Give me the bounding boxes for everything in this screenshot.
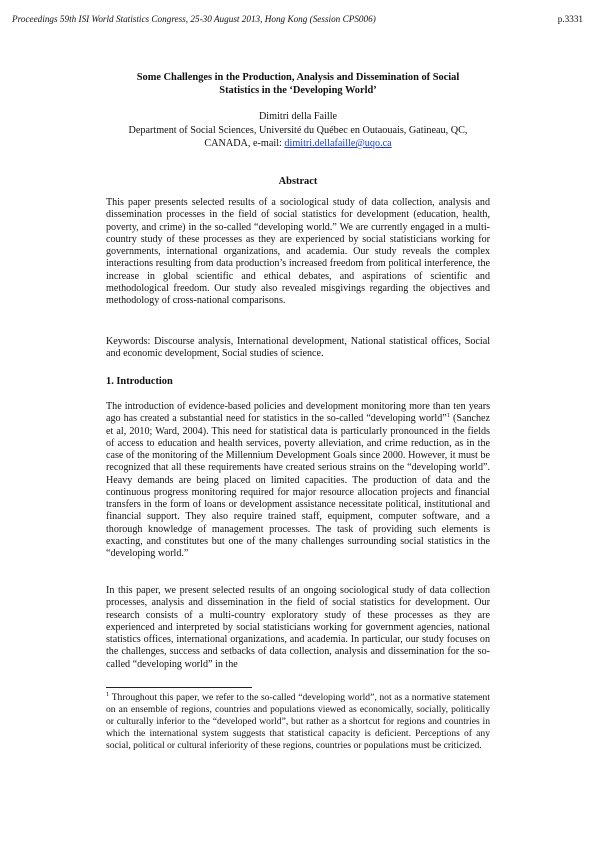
intro-p1-part1: The introduction of evidence-based policies and development monitoring more than ten years ago has created a substantial need for statistics in the so-called “developing world” xyxy=(106,401,490,425)
keywords: Keywords: Discourse analysis, International development, National statistical offices, Social and economic development, Social studies of science. xyxy=(106,336,490,360)
email-prefix: CANADA, e-mail: xyxy=(204,138,285,149)
author-name: Dimitri della Faille xyxy=(258,111,338,122)
introduction-heading: 1. Introduction xyxy=(106,376,173,387)
title-line-2: Statistics in the ‘Developing World’ xyxy=(219,84,377,96)
paper-title xyxy=(106,72,490,97)
introduction-paragraph-2: In this paper, we present selected results of an ongoing sociological study of data collection processes, analysis and dissemination in the field of social statistics for development. Our research consists of a multi-country exploratory study of these processes as they are experienced and interpreted by social statisticians working for government agencies, national statistics offices, international organizations, and academia. In particular, our study focuses on the challenges, success and setbacks of data collection, analysis and dissemination for the so-called “developing world” in the xyxy=(106,585,490,670)
email-link[interactable]: dimitri.dellafaille@uqo.ca xyxy=(284,138,392,149)
proceedings-line: Proceedings 59th ISI World Statistics Congress, 25-30 August 2013, Hong Kong (Session CPS006) xyxy=(12,14,376,24)
footnote-marker: 1 xyxy=(106,691,110,698)
affiliation-line-2 xyxy=(106,137,490,151)
introduction-paragraph-1 xyxy=(106,401,490,560)
footnote-divider xyxy=(106,687,252,688)
affiliation-line-1: Department of Social Sciences, Université du Québec en Outaouais, Gatineau, QC, xyxy=(128,124,468,136)
abstract-text: This paper presents selected results of a sociological study of data collection, analysis and dissemination processes in the field of social statistics for development (education, health, poverty, and crime) in the so-called “developing world.” We are currently engaged in a multi-country study of these processes as they are experienced by social statisticians working for governments, international organizations, and academia. Our study reveals the complex interactions resulting from data production’s increased freedom from political interference, the increase in global scientific and ethical debates, and aspirations of scientific and methodological freedom. Our study also revealed misgivings regarding the objectives and methodology of cross-national comparisons. xyxy=(106,197,490,306)
page-number: p.3331 xyxy=(557,14,583,24)
intro-p1-part2: (Sanchez et al, 2010; Ward, 2004). This need for statistical data is particularly pronounced in the fields of access to education and health services, poverty alleviation, and crime reduction, as in the case of the monitoring of the Millennium Development Goals since 2000. However, it must be recognized that all these requirements have created serious strains on the “developing world”. Heavy demands are being placed on limited capacities. The production of data and the continuous progress monitoring required for major resource allocation projects and financial transfers in the form of loans or development assistance necessitate political, institutional and financial support. They also require trained staff, equipment, computer software, and a thorough knowledge of management processes. The task of providing such elements is exacting, and constitutes but one of the many challenges surrounding social statistics in the “developing world.” xyxy=(106,413,490,559)
footnote-text: Throughout this paper, we refer to the so-called “developing world”, not as a normative statement on an ensemble of regions, countries and populations viewed as economically, socially, politically or culturally inferior to the “developed world”, but rather as a shortcut for regions and countries in which the international system suggests that statistical capacity is deficient. Perceptions of any social, political or cultural inferiority of these regions, countries or populations must be criticized. xyxy=(106,692,490,751)
title-line-1: Some Challenges in the Production, Analysis and Dissemination of Social xyxy=(136,72,460,83)
footnote xyxy=(106,692,490,752)
running-header xyxy=(12,14,583,28)
abstract-heading: Abstract xyxy=(278,176,318,187)
footnote-ref: 1 xyxy=(446,412,450,420)
author-block xyxy=(106,110,490,151)
